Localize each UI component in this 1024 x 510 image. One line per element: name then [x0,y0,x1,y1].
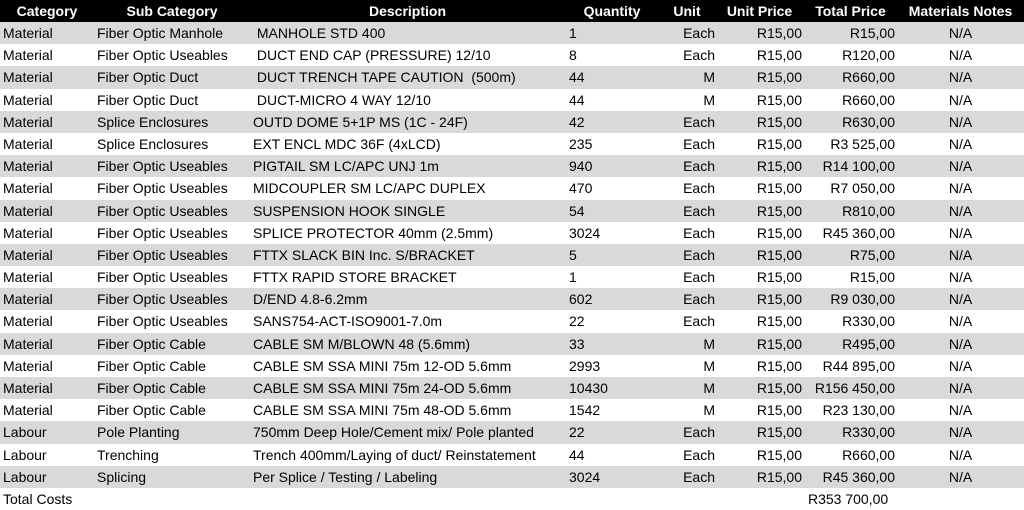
cell-quantity: 44 [569,91,585,108]
cell-total-price: R120,00 [842,47,895,64]
cell-unit: Each [683,113,715,130]
cell-unit-price: R15,00 [756,468,802,485]
cell-unit-price: R15,00 [756,246,802,263]
cell-unit: Each [683,468,715,485]
cell-total-price: R75,00 [849,246,895,263]
cell-quantity: 602 [569,291,593,308]
cell-sub-category: Fiber Optic Useables [97,313,228,330]
table-row [0,44,1024,66]
cell-unit: Each [683,424,715,441]
cell-materials-notes: N/A [948,269,973,286]
cell-quantity: 44 [569,69,585,86]
cell-quantity: 42 [569,113,585,130]
cell-description: FTTX RAPID STORE BRACKET [253,269,457,286]
cell-description: SUSPENSION HOOK SINGLE [253,202,446,219]
cell-unit: M [703,380,715,396]
cell-materials-notes: N/A [948,224,973,241]
cell-unit-price: R15,00 [756,69,802,86]
cell-unit-price: R15,00 [756,446,802,463]
cell-category: Material [3,224,53,241]
cell-unit-price: R15,00 [756,424,802,441]
cell-unit: Each [683,158,715,175]
cell-materials-notes: N/A [948,402,973,419]
cell-unit: Each [683,180,715,197]
table-row [0,200,1024,222]
cell-quantity: 8 [569,47,577,64]
cell-description: SPLICE PROTECTOR 40mm (2.5mm) [253,224,494,241]
header-total-price: Total Price [815,3,886,19]
cell-category: Material [3,47,53,64]
cell-sub-category: Fiber Optic Cable [97,380,206,396]
table-row [0,310,1024,332]
cell-materials-notes: N/A [948,380,973,396]
cell-category: Material [3,335,53,352]
cell-unit-price: R15,00 [756,380,802,396]
header-unit-price: Unit Price [726,3,793,19]
cell-sub-category: Splice Enclosures [97,113,209,130]
cell-category: Material [3,269,53,286]
cell-description: Per Splice / Testing / Labeling [253,468,438,485]
cell-sub-category: Splice Enclosures [97,135,209,152]
cell-sub-category: Fiber Optic Cable [97,357,206,374]
table-row [0,89,1024,111]
cell-quantity: 1 [569,25,577,41]
cell-total-price: R45 360,00 [822,224,895,241]
cell-unit-price: R15,00 [756,113,802,130]
cell-total-price: R15,00 [849,25,895,41]
header-materials-notes: Materials Notes [908,3,1013,19]
cell-materials-notes: N/A [948,246,973,263]
header-sub-category: Sub Category [126,3,218,19]
cell-description: DUCT-MICRO 4 WAY 12/10 [253,91,431,108]
cell-sub-category: Fiber Optic Useables [97,246,228,263]
cell-materials-notes: N/A [948,91,973,108]
cell-unit-price: R15,00 [756,202,802,219]
cell-quantity: 1542 [569,402,601,419]
cell-materials-notes: N/A [948,25,973,41]
cell-sub-category: Fiber Optic Duct [97,91,199,108]
cell-sub-category: Pole Planting [97,424,180,441]
cell-total-price: R660,00 [842,446,895,463]
cell-total-price: R14 100,00 [822,158,895,175]
cell-quantity: 2993 [569,357,601,374]
cell-category: Material [3,357,53,374]
cell-total-price: R330,00 [842,424,895,441]
cell-materials-notes: N/A [948,158,973,175]
cell-materials-notes: N/A [948,180,973,197]
cell-unit: Each [683,269,715,286]
table-row [0,244,1024,266]
cell-category: Material [3,158,53,175]
cell-description: CABLE SM M/BLOWN 48 (5.6mm) [253,335,471,352]
cell-category: Material [3,180,53,197]
cell-category: Material [3,25,53,41]
cell-quantity: 1 [569,269,577,286]
cell-category: Material [3,380,53,396]
cell-sub-category: Splicing [97,468,147,485]
cell-total-price: R630,00 [842,113,895,130]
cell-materials-notes: N/A [948,335,973,352]
cell-unit-price: R15,00 [756,135,802,152]
table-row [0,177,1024,199]
table-header [0,0,1024,22]
cell-total-price: R44 895,00 [822,357,895,374]
cell-sub-category: Fiber Optic Useables [97,224,228,241]
cell-materials-notes: N/A [948,446,973,463]
cell-description: Trench 400mm/Laying of duct/ Reinstatement [253,446,536,463]
cell-quantity: 5 [569,246,577,263]
cell-unit-price: R15,00 [756,291,802,308]
cell-unit: M [703,357,715,374]
table-row [0,111,1024,133]
cell-description: 750mm Deep Hole/Cement mix/ Pole planted [253,424,534,441]
cell-category: Material [3,313,53,330]
cell-total-price: R330,00 [842,313,895,330]
cell-total-price: R45 360,00 [822,468,895,485]
cell-unit-price: R15,00 [756,180,802,197]
cell-quantity: 235 [569,135,593,152]
cell-unit: Each [683,246,715,263]
cell-description: OUTD DOME 5+1P MS (1C - 24F) [253,113,468,130]
cell-unit: Each [683,313,715,330]
cell-unit: M [703,69,715,86]
cell-unit: Each [683,25,715,41]
cell-total-price: R9 030,00 [830,291,895,308]
table-row [0,399,1024,421]
table-row [0,333,1024,355]
table-row [0,66,1024,88]
cell-unit-price: R15,00 [756,158,802,175]
cell-quantity: 3024 [569,468,601,485]
cell-sub-category: Fiber Optic Useables [97,202,228,219]
table-row [0,133,1024,155]
cell-unit: M [703,335,715,352]
cell-unit: Each [683,135,715,152]
table-row [0,444,1024,466]
cell-unit: M [703,91,715,108]
cell-unit-price: R15,00 [756,357,802,374]
cell-unit-price: R15,00 [756,335,802,352]
cell-unit-price: R15,00 [756,47,802,64]
cell-category: Material [3,69,53,86]
header-category: Category [16,3,78,19]
cell-description: CABLE SM SSA MINI 75m 48-OD 5.6mm [253,402,512,419]
table-row [0,355,1024,377]
table-row [0,155,1024,177]
cell-description: CABLE SM SSA MINI 75m 24-OD 5.6mm [253,380,512,396]
cell-unit-price: R15,00 [756,313,802,330]
table-row [0,377,1024,399]
cell-unit: Each [683,291,715,308]
cell-materials-notes: N/A [948,135,973,152]
header-description: Description [368,3,446,19]
cell-sub-category: Fiber Optic Useables [97,158,228,175]
cell-total-price: R7 050,00 [830,180,895,197]
table-body [0,22,1024,488]
cell-unit-price: R15,00 [756,91,802,108]
cell-quantity: 22 [569,424,585,441]
cell-category: Material [3,91,53,108]
table-row [0,421,1024,443]
cell-materials-notes: N/A [948,313,973,330]
cell-sub-category: Fiber Optic Useables [97,47,228,64]
cell-sub-category: Trenching [97,446,159,463]
cell-category: Material [3,291,53,308]
cell-description: DUCT TRENCH TAPE CAUTION (500m) [253,69,516,86]
cell-quantity: 3024 [569,224,601,241]
cell-materials-notes: N/A [948,357,973,374]
cell-description: CABLE SM SSA MINI 75m 12-OD 5.6mm [253,357,512,374]
cell-unit: Each [683,446,715,463]
cell-materials-notes: N/A [948,202,973,219]
cell-quantity: 470 [569,180,593,197]
table-row [0,288,1024,310]
cell-category: Labour [3,446,47,463]
cell-total-price: R156 450,00 [814,380,895,396]
cell-quantity: 22 [569,313,585,330]
cell-total-price: R15,00 [849,269,895,286]
cell-description: MIDCOUPLER SM LC/APC DUPLEX [253,180,486,197]
cell-unit: Each [683,224,715,241]
cell-description: MANHOLE STD 400 [253,25,386,41]
cell-quantity: 940 [569,158,593,175]
cell-unit-price: R15,00 [756,402,802,419]
cell-materials-notes: N/A [948,468,973,485]
cell-total-price: R495,00 [842,335,895,352]
cell-category: Material [3,202,53,219]
cell-category: Labour [3,468,47,485]
cell-materials-notes: N/A [948,424,973,441]
cell-unit: M [703,402,715,419]
cell-total-price: R23 130,00 [822,402,895,419]
cell-description: SANS754-ACT-ISO9001-7.0m [253,313,443,330]
table-row [0,466,1024,488]
cell-category: Material [3,246,53,263]
cell-sub-category: Fiber Optic Cable [97,402,206,419]
cell-category: Labour [3,424,47,441]
total-label: Total Costs [3,490,73,507]
cell-sub-category: Fiber Optic Duct [97,69,199,86]
table-row [0,22,1024,44]
cell-unit-price: R15,00 [756,269,802,286]
cell-unit: Each [683,202,715,219]
cell-sub-category: Fiber Optic Useables [97,269,228,286]
cell-unit-price: R15,00 [756,224,802,241]
cell-unit: Each [683,47,715,64]
cell-description: EXT ENCL MDC 36F (4xLCD) [253,135,441,152]
cell-materials-notes: N/A [948,113,973,130]
cell-total-price: R3 525,00 [830,135,895,152]
cell-materials-notes: N/A [948,47,973,64]
table-row [0,222,1024,244]
cell-quantity: 10430 [569,380,608,396]
cell-unit-price: R15,00 [756,25,802,41]
cell-sub-category: Fiber Optic Cable [97,335,206,352]
cell-quantity: 33 [569,335,585,352]
cell-quantity: 54 [569,202,585,219]
cell-sub-category: Fiber Optic Useables [97,180,228,197]
cell-materials-notes: N/A [948,69,973,86]
cell-category: Material [3,113,53,130]
cell-sub-category: Fiber Optic Manhole [97,25,224,41]
cell-description: D/END 4.8-6.2mm [253,291,368,308]
table-row [0,266,1024,288]
header-unit: Unit [673,3,701,19]
total-value: R353 700,00 [808,490,889,507]
cell-description: DUCT END CAP (PRESSURE) 12/10 [253,47,491,64]
cell-total-price: R660,00 [842,69,895,86]
cell-category: Material [3,135,53,152]
cell-materials-notes: N/A [948,291,973,308]
cell-total-price: R810,00 [842,202,895,219]
header-quantity: Quantity [583,3,641,19]
cell-sub-category: Fiber Optic Useables [97,291,228,308]
cell-category: Material [3,402,53,419]
cell-total-price: R660,00 [842,91,895,108]
cell-quantity: 44 [569,446,585,463]
cell-description: FTTX SLACK BIN Inc. S/BRACKET [253,246,475,263]
cell-description: PIGTAIL SM LC/APC UNJ 1m [253,158,439,175]
